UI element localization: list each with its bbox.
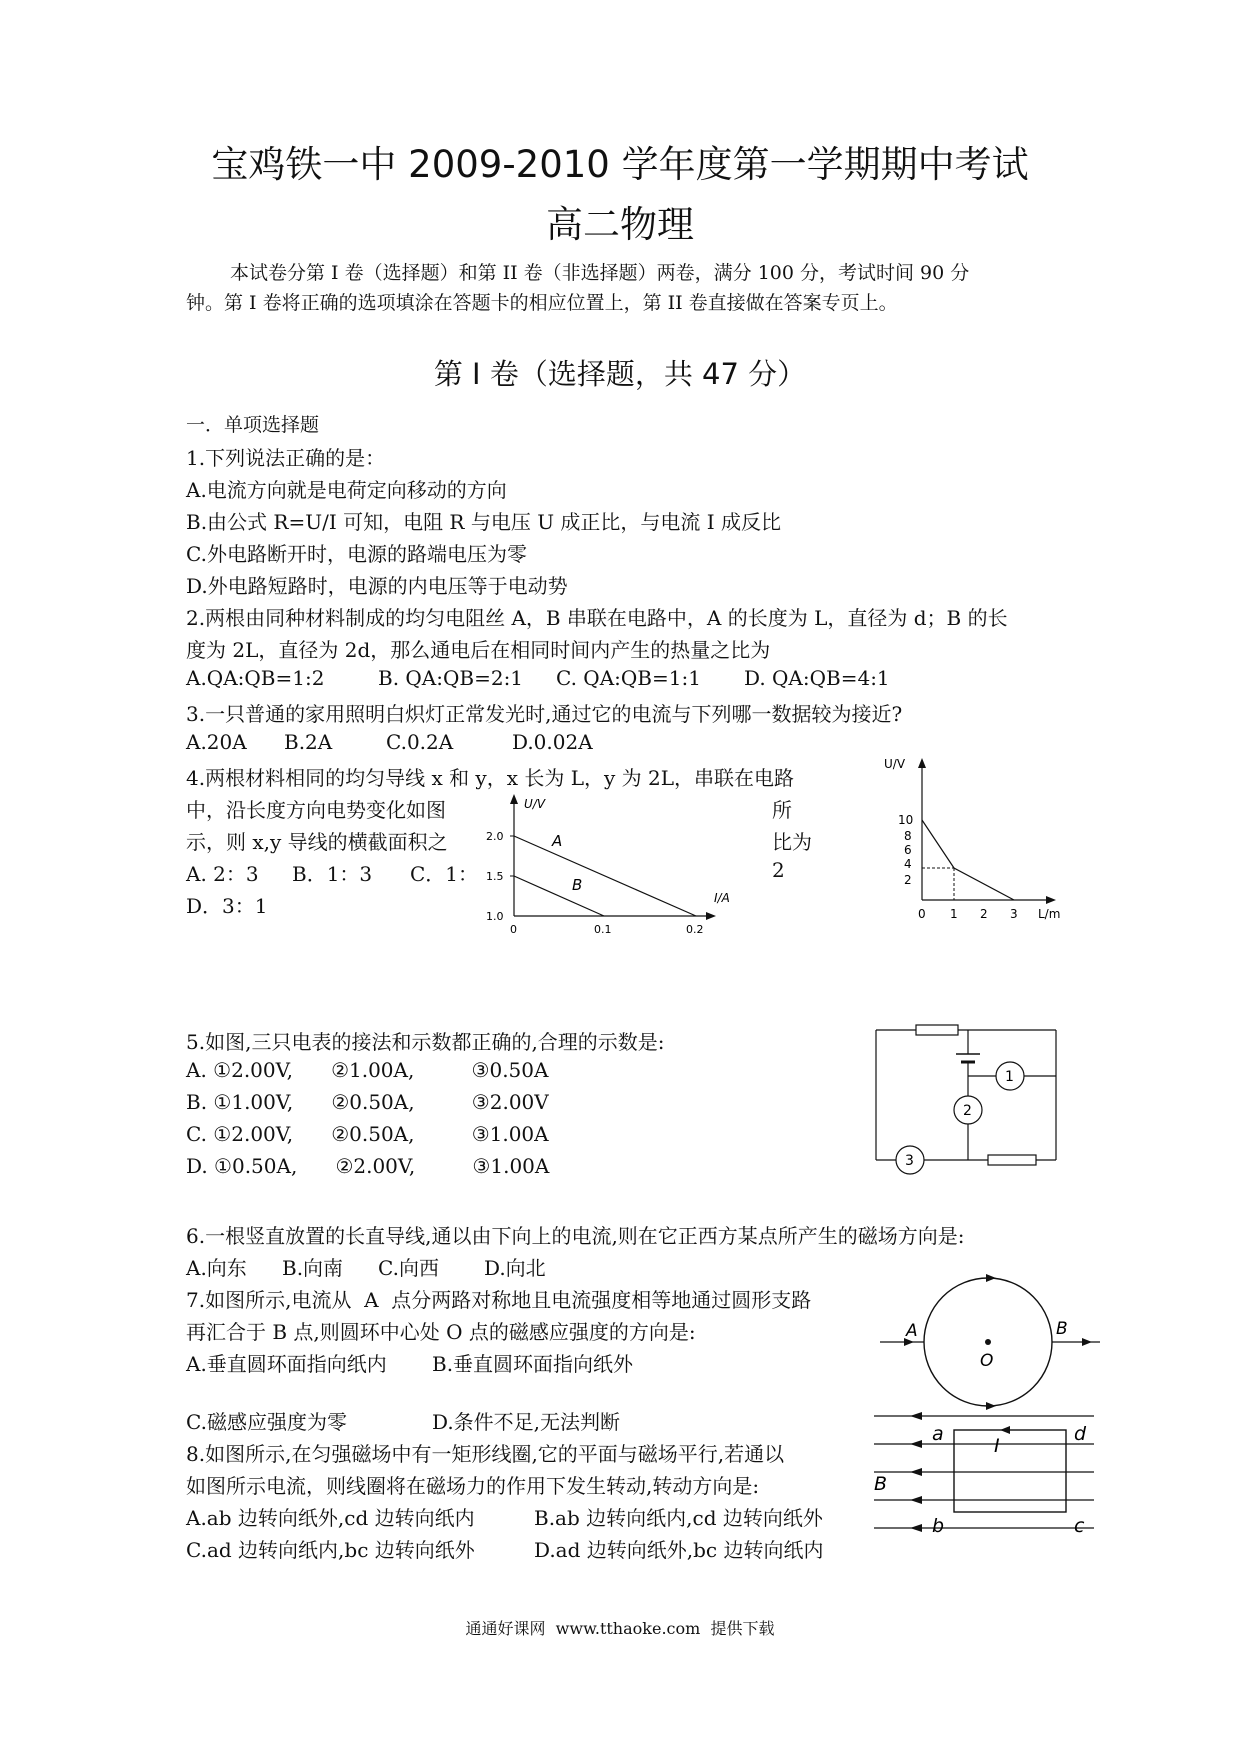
q4-option-b: B．1：3	[292, 862, 373, 886]
q6-option-c: C.向西	[378, 1256, 439, 1280]
q2-stem-1: 2.两根由同种材料制成的均匀电阻丝 A，B 串联在电路中，A 的长度为 L，直径为 d；B 的长	[186, 606, 1008, 630]
ui-graph-xlabel: I/A	[714, 891, 730, 905]
field-arrow-4	[910, 1496, 922, 1504]
q4-stem-3b: 比为	[772, 830, 812, 854]
ui-graph-ytick-15: 1.5	[486, 870, 504, 883]
q5-circuit-diagram	[870, 1020, 1070, 1180]
intro-line-2: 钟。第 I 卷将正确的选项填涂在答题卡的相应位置上，第 II 卷直接做在答案专页上。	[186, 292, 898, 314]
q5-option-c: C. ①2.00V, ②0.50A, ③1.00A	[186, 1122, 549, 1146]
q4-option-c: C．1：	[410, 862, 479, 886]
ui-graph-line-a	[514, 836, 696, 916]
q6-option-a: A.向东	[186, 1256, 247, 1280]
q2-stem-2: 度为 2L，直径为 2d，那么通电后在相同时间内产生的热量之比为	[186, 638, 771, 662]
ul-graph-potential-line	[922, 820, 1014, 900]
q3-stem: 3.一只普通的家用照明白炽灯正常发光时,通过它的电流与下列哪一数据较为接近?	[186, 702, 903, 726]
section-title: 一．单项选择题	[186, 414, 320, 436]
q2-option-b: B. QA:QB=2:1	[378, 666, 524, 690]
q7-ring-diagram	[870, 1262, 1110, 1422]
q5-option-d: D. ①0.50A, ②2.00V, ③1.00A	[186, 1154, 550, 1178]
ui-graph-ytick-20: 2.0	[486, 830, 504, 843]
q4-option-a: A. 2：3	[186, 862, 259, 886]
ui-graph-xtick-02: 0.2	[686, 923, 704, 936]
q2-option-a: A.QA:QB=1:2	[186, 666, 325, 690]
ul-graph-xtick-2: 2	[980, 907, 988, 921]
ui-graph-line-b	[514, 876, 604, 916]
ui-graph-xtick-0: 0	[510, 923, 517, 936]
q5-option-a: A. ①2.00V, ②1.00A, ③0.50A	[186, 1058, 549, 1082]
q5-option-b: B. ①1.00V, ②0.50A, ③2.00V	[186, 1090, 549, 1114]
q2-option-d: D. QA:QB=4:1	[744, 666, 890, 690]
ul-graph-xlabel: L/m	[1038, 907, 1061, 921]
circuit-meter-1-label: 1	[1005, 1069, 1014, 1085]
q7-option-a: A.垂直圆环面指向纸内	[186, 1352, 387, 1376]
q2-option-c: C. QA:QB=1:1	[556, 666, 701, 690]
circuit-resistor-bottom	[988, 1155, 1036, 1165]
q7-option-b: B.垂直圆环面指向纸外	[432, 1352, 634, 1376]
q4-option-c-tail: 2	[772, 858, 785, 882]
exam-title: 宝鸡铁一中 2009-2010 学年度第一学期期中考试	[211, 143, 1029, 186]
q8-stem-1: 8.如图所示,在匀强磁场中有一矩形线圈,它的平面与磁场平行,若通以	[186, 1442, 785, 1466]
ui-graph-label-b: B	[572, 876, 583, 894]
q1-option-d: D.外电路短路时，电源的内电压等于电动势	[186, 574, 568, 598]
ui-graph-ylabel: U/V	[524, 797, 546, 811]
coil-label-c: c	[1074, 1515, 1085, 1537]
q4-option-d: D．3：1	[186, 894, 268, 918]
q8-option-c: C.ad 边转向纸内,bc 边转向纸外	[186, 1538, 475, 1562]
q3-option-b: B.2A	[284, 730, 333, 754]
q4-stem-3a: 示，则 x,y 导线的横截面积之	[186, 830, 448, 854]
q8-stem-2: 如图所示电流，则线圈将在磁场力的作用下发生转动,转动方向是:	[186, 1474, 760, 1498]
ui-graph-y-arrow	[510, 794, 518, 804]
coil-label-current: I	[994, 1435, 1000, 1457]
q6-option-b: B.向南	[282, 1256, 344, 1280]
field-arrow-1	[910, 1412, 922, 1420]
ul-graph-x-arrow	[1046, 896, 1056, 904]
ul-graph-xtick-3: 3	[1010, 907, 1018, 921]
q5-stem: 5.如图,三只电表的接法和示数都正确的,合理的示数是:	[186, 1030, 665, 1054]
q7-option-d: D.条件不足,无法判断	[432, 1410, 621, 1434]
ring-label-a: A	[906, 1321, 918, 1341]
ui-graph-ytick-10: 1.0	[486, 910, 504, 923]
ul-graph-ytick-2: 2	[904, 873, 912, 887]
field-arrow-3	[910, 1468, 922, 1476]
coil-label-a: a	[932, 1423, 944, 1445]
ui-graph-xtick-01: 0.1	[594, 923, 612, 936]
q7-option-c: C.磁感应强度为零	[186, 1410, 347, 1434]
ul-graph-y-arrow	[918, 758, 926, 768]
circuit-meter-2-label: 2	[963, 1103, 972, 1119]
ul-graph-ytick-6: 6	[904, 843, 912, 857]
ring-center-point	[985, 1339, 991, 1345]
q4-stem-1: 4.两根材料相同的均匀导线 x 和 y，x 长为 L，y 为 2L，串联在电路	[186, 766, 795, 790]
q8-option-a: A.ab 边转向纸外,cd 边转向纸内	[186, 1506, 475, 1530]
circuit-meter-3-label: 3	[905, 1153, 914, 1169]
q7-stem-1: 7.如图所示,电流从 A 点分两路对称地且电流强度相等地通过圆形支路	[186, 1288, 812, 1312]
q8-option-d: D.ad 边转向纸外,bc 边转向纸内	[534, 1538, 824, 1562]
ui-graph-label-a: A	[552, 832, 563, 850]
coil-label-b: b	[932, 1515, 945, 1537]
subject-title: 高二物理	[546, 203, 694, 246]
ul-graph-ytick-10: 10	[898, 813, 914, 827]
part-title: 第 I 卷（选择题，共 47 分）	[433, 357, 807, 391]
q8-option-b: B.ab 边转向纸内,cd 边转向纸外	[534, 1506, 823, 1530]
field-arrow-5	[910, 1524, 922, 1532]
ring-label-o: O	[980, 1351, 994, 1371]
q8-coil-diagram	[870, 1400, 1100, 1550]
q3-option-a: A.20A	[186, 730, 247, 754]
q6-stem: 6.一根竖直放置的长直导线,通以由下向上的电流,则在它正西方某点所产生的磁场方向是:	[186, 1224, 965, 1248]
ring-arrow-out	[1082, 1338, 1092, 1346]
ring-arrow-top	[986, 1274, 996, 1282]
ul-graph	[880, 750, 1080, 930]
q1-option-b: B.由公式 R=U/I 可知，电阻 R 与电压 U 成正比，与电流 I 成反比	[186, 510, 782, 534]
coil-label-field: B	[874, 1473, 888, 1495]
q3-option-c: C.0.2A	[386, 730, 454, 754]
ul-graph-xtick-1: 1	[950, 907, 958, 921]
ul-graph-ylabel: U/V	[884, 757, 906, 771]
ul-graph-ytick-4: 4	[904, 857, 912, 871]
circuit-resistor-top	[916, 1025, 958, 1035]
q6-option-d: D.向北	[484, 1256, 546, 1280]
q4-stem-2a: 中，沿长度方向电势变化如图	[186, 798, 446, 822]
q1-stem: 1.下列说法正确的是：	[186, 446, 386, 470]
ring-label-b: B	[1056, 1319, 1068, 1339]
field-arrow-2	[910, 1440, 922, 1448]
q1-option-c: C.外电路断开时，电源的路端电压为零	[186, 542, 527, 566]
ul-graph-ytick-8: 8	[904, 829, 912, 843]
coil-current-arrow	[1000, 1426, 1010, 1434]
ui-graph-x-arrow	[706, 912, 716, 920]
q1-option-a: A.电流方向就是电荷定向移动的方向	[186, 478, 507, 502]
page-footer: 通通好课网 www.tthaoke.com 提供下载	[465, 1619, 775, 1638]
q7-stem-2: 再汇合于 B 点,则圆环中心处 O 点的磁感应强度的方向是:	[186, 1320, 696, 1344]
q3-option-d: D.0.02A	[512, 730, 593, 754]
coil-label-d: d	[1074, 1423, 1087, 1445]
q4-stem-2b: 所	[772, 798, 792, 822]
intro-line-1: 本试卷分第 I 卷（选择题）和第 II 卷（非选择题）两卷，满分 100 分，考试时间 90 分	[230, 262, 970, 284]
ui-graph	[480, 790, 740, 940]
ul-graph-xtick-0: 0	[918, 907, 926, 921]
